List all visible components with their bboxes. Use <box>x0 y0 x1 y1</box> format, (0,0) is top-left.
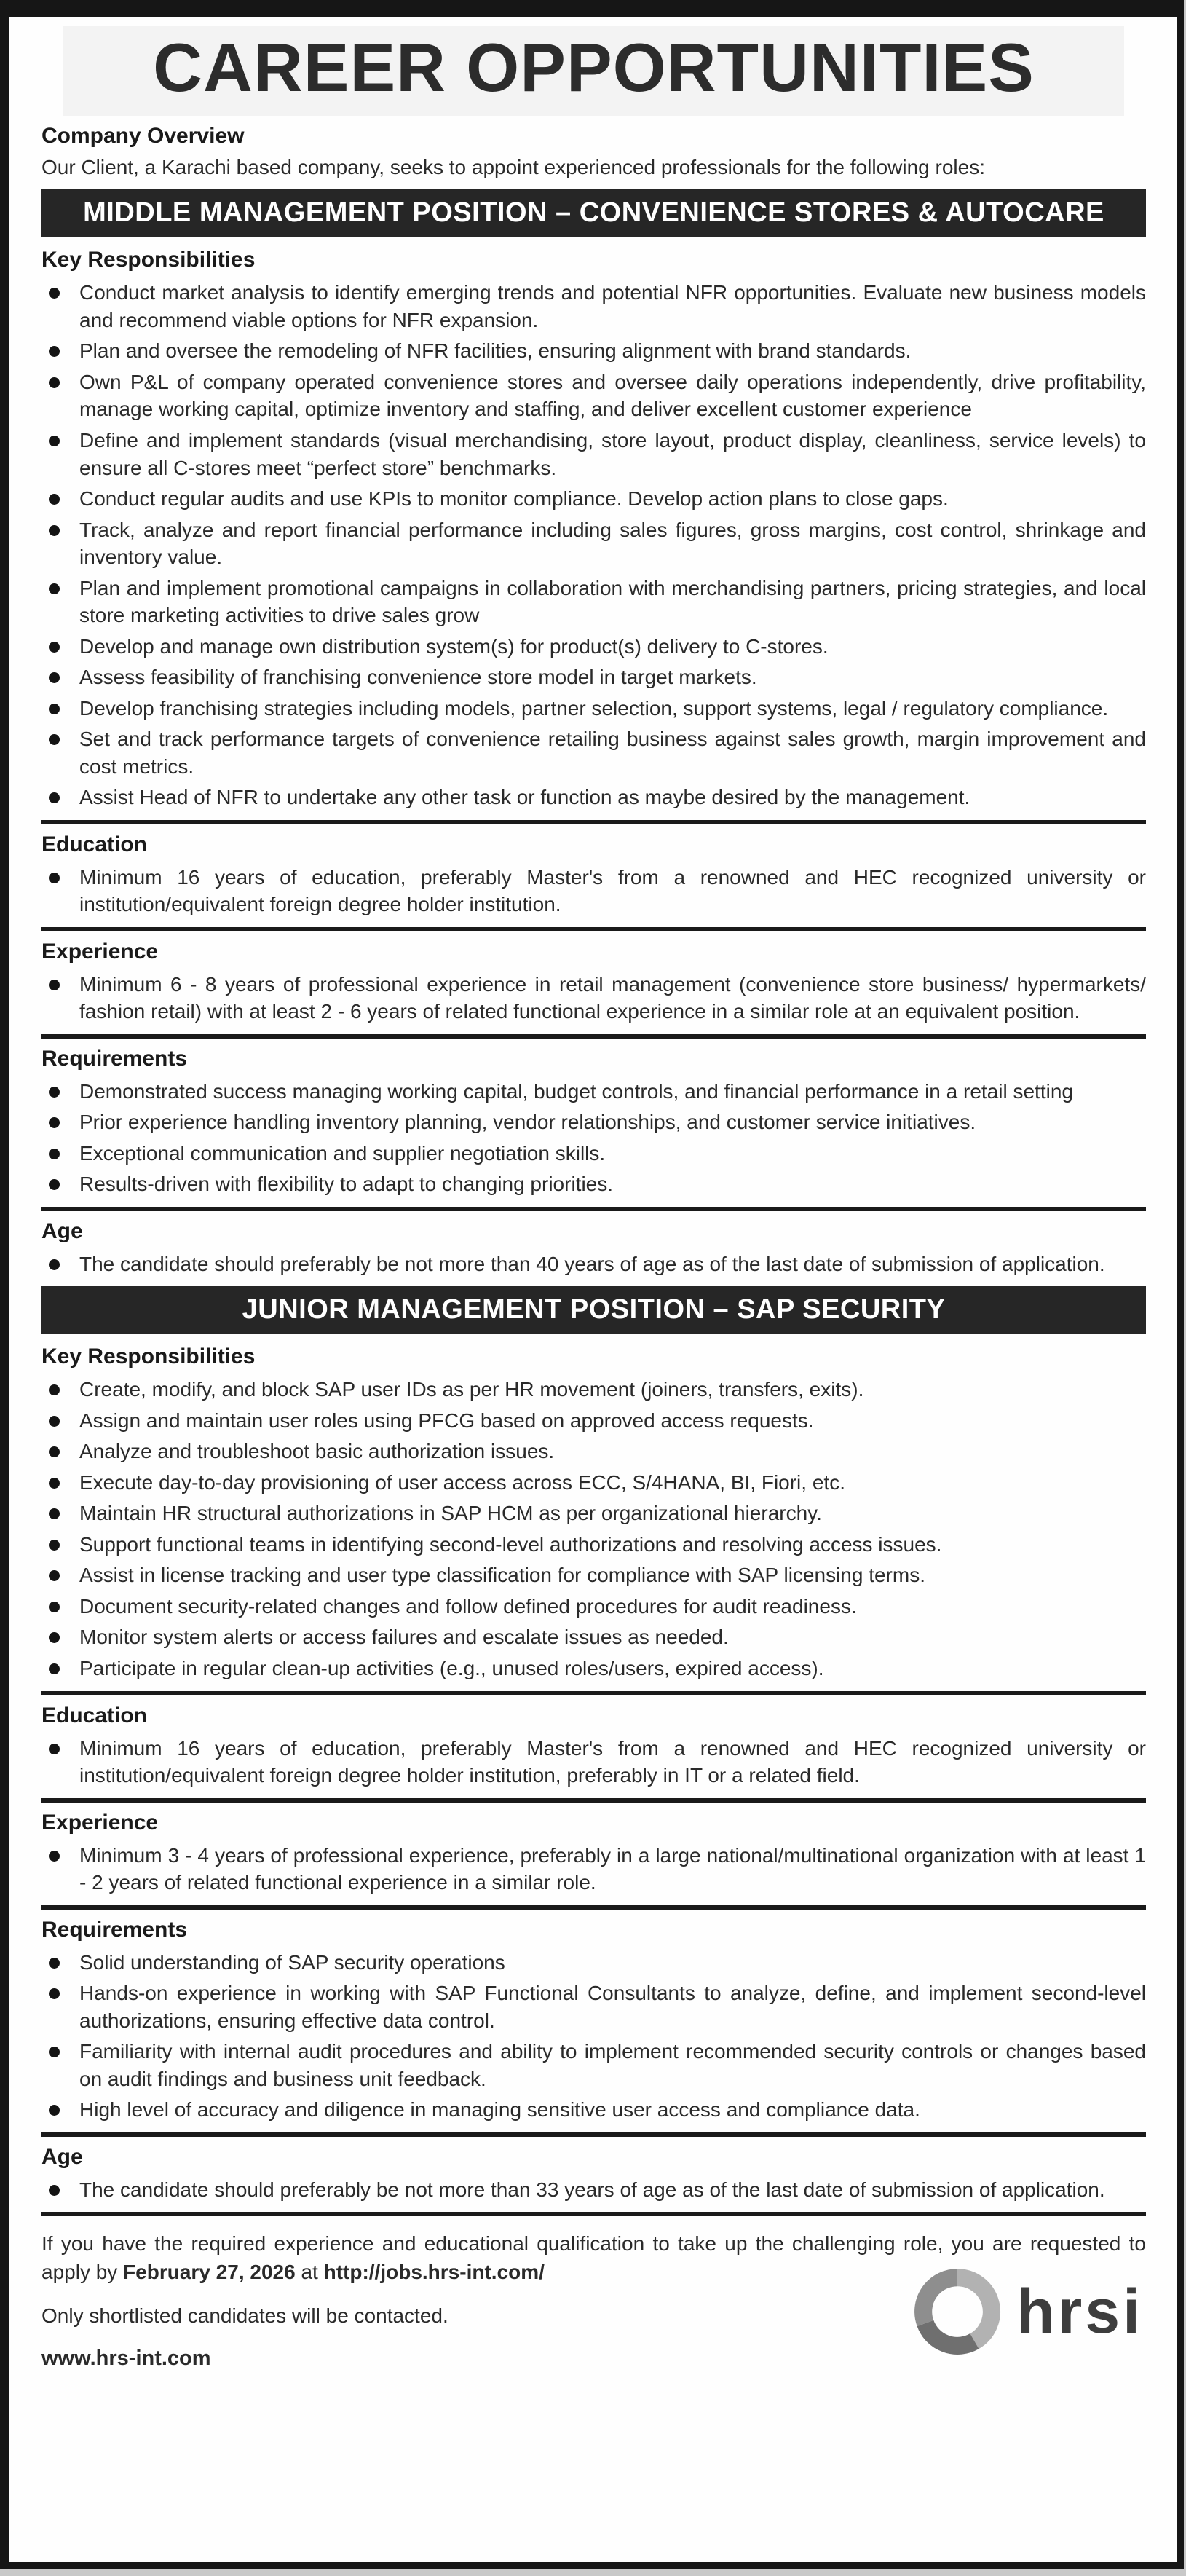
positions-container <box>41 189 1146 2203</box>
bullet-text: Maintain HR structural authorizations in SAP HCM as per organizational hierarchy. <box>79 1502 822 1525</box>
job-section <box>41 1905 1146 2124</box>
bullet-list <box>41 1376 1146 1682</box>
section-divider <box>41 2132 1146 2137</box>
bullet-list <box>41 1735 1146 1789</box>
apply-connector: at <box>295 2261 324 2284</box>
job-section <box>41 820 1146 918</box>
bullet-dot-icon <box>49 1988 60 1999</box>
bullet-dot-icon <box>49 1179 60 1190</box>
bullet-dot-icon <box>49 1744 60 1754</box>
bullet-dot-icon <box>49 792 60 803</box>
bullet-item <box>49 1438 1146 1465</box>
bullet-item <box>49 1593 1146 1620</box>
bullet-item <box>49 633 1146 661</box>
section-heading: Experience <box>41 1810 159 1835</box>
bullet-list <box>41 1949 1146 2124</box>
bullet-item <box>49 1170 1146 1198</box>
section-divider <box>41 820 1146 824</box>
section-divider <box>41 1905 1146 1910</box>
bullet-list <box>41 864 1146 918</box>
hrsi-logo-text: hrsi <box>1016 2277 1143 2347</box>
bullet-dot-icon <box>49 436 60 446</box>
bullet-item <box>49 971 1146 1025</box>
bullet-text: Demonstrated success managing working capital, budget controls, and financial performance in a retail setting <box>79 1079 1073 1103</box>
bullet-item <box>49 1561 1146 1589</box>
bullet-item <box>49 784 1146 811</box>
bullet-dot-icon <box>49 1259 60 1270</box>
bullet-dot-icon <box>49 1663 60 1674</box>
hrsi-logo <box>906 2260 1143 2363</box>
bullet-text: Prior experience handling inventory planning, vendor relationships, and customer service initiatives. <box>79 1111 976 1134</box>
bullet-item <box>49 725 1146 780</box>
job-section <box>41 2132 1146 2204</box>
bullet-list <box>41 2176 1146 2204</box>
position-banner-title: MIDDLE MANAGEMENT POSITION – CONVENIENCE STORES & AUTOCARE <box>83 197 1104 229</box>
bullet-dot-icon <box>49 1384 60 1395</box>
bullet-text: Assist Head of NFR to undertake any other task or function as maybe desired by the management. <box>79 786 970 809</box>
bullet-text: Results-driven with flexibility to adapt to changing priorities. <box>79 1173 614 1196</box>
bullet-item <box>49 1407 1146 1435</box>
company-overview-heading: Company Overview <box>41 123 245 148</box>
bullet-text: Assess feasibility of franchising convenience store model in target markets. <box>79 666 757 689</box>
bullet-item <box>49 1078 1146 1106</box>
bullet-item <box>49 1376 1146 1403</box>
bullet-item <box>49 1949 1146 1977</box>
bullet-text: Solid understanding of SAP security operations <box>79 1950 505 1974</box>
position-banner <box>41 1286 1146 1334</box>
position-sections <box>41 247 1146 1277</box>
job-section <box>41 247 1146 811</box>
bullet-text: Document security-related changes and follow defined procedures for audit readiness. <box>79 1594 857 1618</box>
bullet-text: High level of accuracy and diligence in managing sensitive user access and compliance data. <box>79 2098 920 2122</box>
bullet-text: Create, modify, and block SAP user IDs as per HR movement (joiners, transfers, exits). <box>79 1378 864 1401</box>
bullet-text: Conduct market analysis to identify emerging trends and potential NFR opportunities. Evaluate new business models and recommend viable options for NFR expansion. <box>79 281 1146 331</box>
bullet-text: Conduct regular audits and use KPIs to monitor compliance. Develop action plans to close gaps. <box>79 487 949 511</box>
website-url: www.hrs-int.com <box>41 2346 211 2370</box>
bullet-text: Track, analyze and report financial performance including sales figures, gross margins, cost control, shrinkage and inventory value. <box>79 518 1146 569</box>
bullet-dot-icon <box>49 2105 60 2116</box>
bullet-item <box>49 1842 1146 1896</box>
bullet-text: Assist in license tracking and user type classification for compliance with SAP licensing terms. <box>79 1564 925 1587</box>
position-banner <box>41 189 1146 237</box>
bullet-text: Familiarity with internal audit procedures and ability to implement recommended security controls or changes based on audit findings and business unit feedback. <box>79 2040 1146 2090</box>
bullet-item <box>49 369 1146 423</box>
bullet-dot-icon <box>49 642 60 653</box>
bullet-dot-icon <box>49 583 60 594</box>
bullet-dot-icon <box>49 288 60 299</box>
bullet-item <box>49 1108 1146 1136</box>
bullet-text: Execute day-to-day provisioning of user access across ECC, S/4HANA, BI, Fiori, etc. <box>79 1470 845 1494</box>
bullet-text: Develop and manage own distribution system(s) for product(s) delivery to C-stores. <box>79 634 829 658</box>
bullet-dot-icon <box>49 1117 60 1128</box>
bullet-dot-icon <box>49 873 60 883</box>
job-section <box>41 1344 1146 1682</box>
bullet-dot-icon <box>49 346 60 357</box>
section-heading: Age <box>41 1218 83 1243</box>
footer-divider <box>41 2212 1146 2216</box>
job-section <box>41 1034 1146 1198</box>
position-sections <box>41 1344 1146 2203</box>
bullet-text: Monitor system alerts or access failures and escalate issues as needed. <box>79 1626 729 1649</box>
job-section <box>41 1207 1146 1278</box>
section-heading: Key Responsibilities <box>41 248 256 272</box>
section-heading: Education <box>41 1703 148 1728</box>
section-divider <box>41 1034 1146 1039</box>
bullet-text: Assign and maintain user roles using PFCG based on approved access requests. <box>79 1409 814 1432</box>
apply-text: If you have the required experience and educational qualification to take up the challenging role, you are requested to apply by <box>41 2232 1146 2284</box>
bullet-text: Define and implement standards (visual merchandising, store layout, product display, cleanliness, service levels) to ensure all C-stores meet “perfect store” benchmarks. <box>79 429 1146 479</box>
section-heading: Key Responsibilities <box>41 1344 256 1369</box>
bullet-item <box>49 575 1146 629</box>
bullet-dot-icon <box>49 1602 60 1612</box>
bullet-item <box>49 279 1146 334</box>
section-heading: Education <box>41 832 148 856</box>
bullet-dot-icon <box>49 1446 60 1457</box>
bullet-dot-icon <box>49 1087 60 1098</box>
shortlist-note: Only shortlisted candidates will be contacted. <box>41 2304 448 2327</box>
bullet-dot-icon <box>49 734 60 745</box>
bullet-dot-icon <box>49 704 60 714</box>
section-heading: Experience <box>41 939 159 964</box>
bullet-dot-icon <box>49 1851 60 1862</box>
bullet-item <box>49 485 1146 513</box>
bullet-dot-icon <box>49 2185 60 2196</box>
bullet-dot-icon <box>49 1508 60 1519</box>
bullet-text: Plan and oversee the remodeling of NFR facilities, ensuring alignment with brand standards. <box>79 339 912 363</box>
bullet-list <box>41 971 1146 1025</box>
job-section <box>41 927 1146 1025</box>
bullet-dot-icon <box>49 377 60 388</box>
bullet-text: Plan and implement promotional campaigns in collaboration with merchandising partners, pricing strategies, and local store marketing activities to drive sales grow <box>79 576 1146 627</box>
apply-deadline: February 27, 2026 <box>123 2261 296 2284</box>
bullet-item <box>49 427 1146 481</box>
bullet-text: Set and track performance targets of convenience retailing business against sales growth, margin improvement and cost metrics. <box>79 728 1146 778</box>
bullet-dot-icon <box>49 494 60 505</box>
bullet-item <box>49 337 1146 365</box>
bullet-text: Minimum 6 - 8 years of professional experience in retail management (convenience store business/ hypermarkets/ fashion retail) with at least 2 - 6 years of related functional experience in a similar role at an equivalent position. <box>79 972 1146 1023</box>
bullet-text: Participate in regular clean-up activities (e.g., unused roles/users, expired access). <box>79 1656 824 1679</box>
bullet-text: Analyze and troubleshoot basic authorization issues. <box>79 1440 555 1463</box>
bullet-dot-icon <box>49 1632 60 1643</box>
bullet-dot-icon <box>49 672 60 683</box>
bullet-text: Minimum 16 years of education, preferably Master's from a renowned and HEC recognized university or institution/equivalent foreign degree holder institution, preferably in IT or a related field. <box>79 1736 1146 1787</box>
position-block <box>41 189 1146 1277</box>
bullet-dot-icon <box>49 1958 60 1969</box>
bullet-item <box>49 695 1146 722</box>
bullet-item <box>49 1469 1146 1497</box>
bullet-dot-icon <box>49 1478 60 1489</box>
job-section <box>41 1798 1146 1896</box>
page-title: CAREER OPPORTUNITIES <box>153 29 1035 106</box>
company-overview-section <box>41 123 1146 181</box>
bullet-item <box>49 663 1146 691</box>
bullet-item <box>49 2176 1146 2204</box>
bullet-list <box>41 279 1146 811</box>
bullet-dot-icon <box>49 1570 60 1581</box>
bullet-text: The candidate should preferably be not more than 40 years of age as of the last date of submission of application. <box>79 1252 1105 1275</box>
section-heading: Requirements <box>41 1046 188 1071</box>
bullet-item <box>49 516 1146 571</box>
bullet-text: Exceptional communication and supplier negotiation skills. <box>79 1141 606 1165</box>
bullet-text: Minimum 16 years of education, preferably Master's from a renowned and HEC recognized university or institution/equivalent foreign degree holder institution. <box>79 865 1146 916</box>
bullet-text: Minimum 3 - 4 years of professional experience, preferably in a large national/multinational organization with at least 1 - 2 years of related functional experience in a similar role. <box>79 1843 1146 1894</box>
bullet-text: Support functional teams in identifying second-level authorizations and resolving access issues. <box>79 1532 942 1556</box>
position-banner-title: JUNIOR MANAGEMENT POSITION – SAP SECURITY <box>242 1294 946 1326</box>
section-divider <box>41 927 1146 931</box>
bullet-item <box>49 1980 1146 2034</box>
bullet-item <box>49 1250 1146 1278</box>
bullet-dot-icon <box>49 2047 60 2057</box>
bullet-item <box>49 1655 1146 1682</box>
bullet-text: Hands-on experience in working with SAP Functional Consultants to analyze, define, and implement second-level authorizations, ensuring effective data control. <box>79 1982 1146 2032</box>
bullet-dot-icon <box>49 1540 60 1551</box>
bullet-text: Own P&L of company operated convenience stores and oversee daily operations independently, drive profitability, manage working capital, optimize inventory and staffing, and deliver excellent customer experience <box>79 370 1146 421</box>
bullet-list <box>41 1078 1146 1198</box>
bullet-dot-icon <box>49 980 60 990</box>
section-heading: Requirements <box>41 1917 188 1942</box>
bullet-text: Develop franchising strategies including models, partner selection, support systems, legal / regulatory compliance. <box>79 696 1109 720</box>
section-heading: Age <box>41 2144 83 2169</box>
section-divider <box>41 1207 1146 1211</box>
bullet-item <box>49 1140 1146 1167</box>
bullet-item <box>49 1500 1146 1527</box>
section-divider <box>41 1798 1146 1803</box>
bullet-item <box>49 2038 1146 2092</box>
position-block <box>41 1286 1146 2203</box>
bullet-list <box>41 1842 1146 1896</box>
bullet-dot-icon <box>49 1149 60 1159</box>
bullet-item <box>49 2096 1146 2124</box>
bullet-item <box>49 1531 1146 1559</box>
section-divider <box>41 1691 1146 1695</box>
swirl-ring-icon <box>906 2260 1009 2363</box>
ad-footer <box>41 2212 1146 2371</box>
bullet-text: The candidate should preferably be not more than 33 years of age as of the last date of submission of application. <box>79 2178 1105 2201</box>
bullet-dot-icon <box>49 525 60 536</box>
bullet-item <box>49 864 1146 918</box>
job-section <box>41 1691 1146 1789</box>
bullet-item <box>49 1623 1146 1651</box>
bullet-list <box>41 1250 1146 1278</box>
apply-url: http://jobs.hrs-int.com/ <box>323 2261 545 2284</box>
ad-header <box>63 26 1124 116</box>
bullet-dot-icon <box>49 1416 60 1427</box>
bullet-item <box>49 1735 1146 1789</box>
company-overview-text: Our Client, a Karachi based company, seeks to appoint experienced professionals for the following roles: <box>41 155 985 178</box>
